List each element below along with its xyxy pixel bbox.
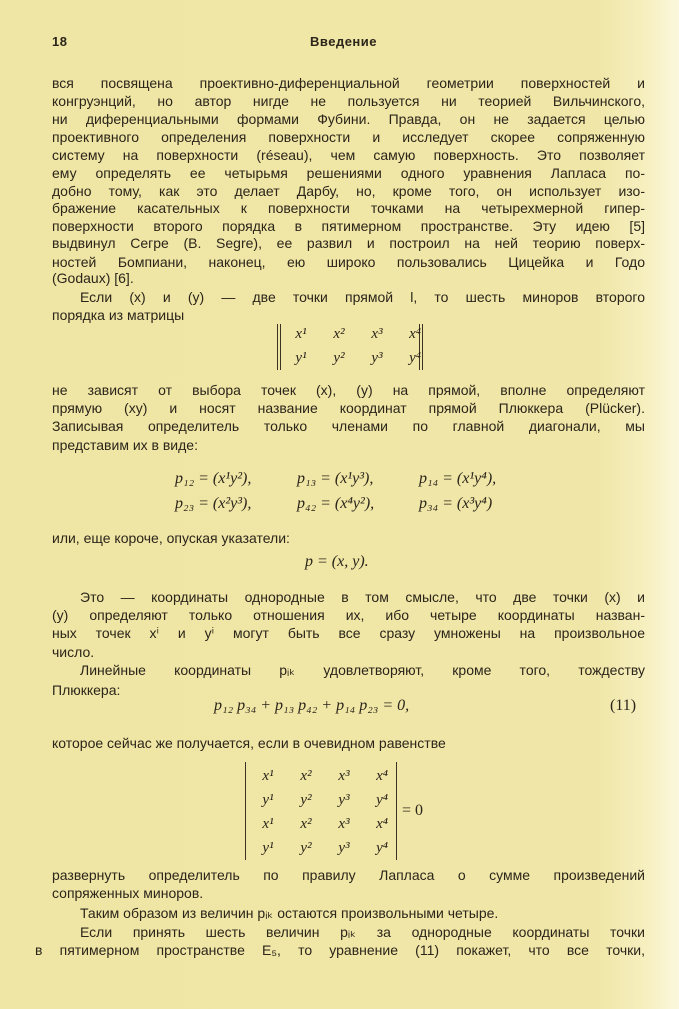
text-line: Записывая определитель только членами по главной диагонали, мы	[52, 418, 645, 434]
matrix-row	[249, 812, 401, 836]
matrix-cell: x²	[300, 767, 312, 784]
text-line: поверхности второго порядка в пятимерном пространстве. Эту идею [5]	[52, 218, 645, 234]
text-line: сопряженных миноров.	[52, 885, 204, 901]
formula-p12: p₁₂ = (x¹y²),	[175, 470, 252, 487]
matrix-cell: x¹	[262, 767, 274, 784]
matrix-cell: y¹	[262, 791, 274, 808]
text-line: порядка из матрицы	[52, 307, 185, 323]
matrix-cell: x⁴	[376, 767, 388, 784]
text-line: число.	[52, 644, 95, 660]
matrix-cell: y⁴	[376, 839, 388, 856]
text-line: (y) определяют только отношения их, ибо четыре координаты назван-	[52, 607, 645, 623]
text-line: (Godaux) [6].	[52, 270, 134, 286]
text-line: вся посвящена проективно-диференциальной геометрии поверхностей и	[52, 75, 645, 91]
matrix-cell: x⁴	[409, 325, 421, 342]
equation-number: (11)	[610, 697, 637, 714]
page-number: 18	[52, 34, 68, 49]
text-line: Линейные координаты pᵢₖ удовлетворяют, кроме того, тождеству	[80, 662, 645, 678]
text-line: конгруэнций, но автор нигде не пользуется ни теорией Вильчинского,	[52, 93, 645, 109]
matrix-cell: y²	[300, 839, 312, 856]
matrix-cell: y³	[371, 349, 383, 366]
formula-p14: p₁₄ = (x¹y⁴),	[419, 470, 497, 487]
matrix-row	[282, 346, 434, 370]
text-line: представим их в виде:	[52, 437, 198, 453]
text-line: развернуть определитель по правилу Лапласа о сумме произведений	[52, 867, 645, 883]
matrix-cell: y³	[338, 791, 350, 808]
text-line: систему на поверхности (réseau), чем самую поверхность. Это позволяет	[52, 147, 645, 163]
text-line: проективного определения поверхности и исследует скорее сопряженную	[52, 129, 645, 145]
matrix-row	[249, 788, 401, 812]
matrix-cell: y²	[333, 349, 345, 366]
text-line: ных точек xⁱ и yⁱ могут быть все сразу умножены на произвольное	[52, 625, 645, 641]
matrix-row	[249, 836, 401, 860]
matrix-cell: x³	[338, 767, 350, 784]
text-line: в пятимерном пространстве E₅, то уравнение (11) покажет, что все точки,	[35, 942, 645, 958]
text-line: ни диференциальными формами Фубини. Правда, он не задается целью	[52, 111, 645, 127]
text-line: не зависят от выбора точек (x), (y) на прямой, вполне определяют	[52, 382, 645, 398]
text-line: Это — координаты однородные в том смысле, что две точки (x) и	[80, 589, 645, 605]
matrix-cell: y⁴	[376, 791, 388, 808]
matrix-cell: y²	[300, 791, 312, 808]
formula-p42: p₄₂ = (x⁴y²),	[297, 495, 375, 512]
matrix-cell: y³	[338, 839, 350, 856]
matrix-cell: x⁴	[376, 815, 388, 832]
text-line: или, еще короче, опуская указатели:	[52, 530, 290, 546]
text-line: ему определять ее четырьмя решениями одного уравнения Лапласа по-	[52, 165, 645, 181]
text-line: добно тому, как это делает Дарбу, но, кроме того, он использует изо-	[52, 183, 645, 199]
matrix-cell: x³	[371, 325, 383, 342]
matrix-cell: x¹	[262, 815, 274, 832]
matrix-row	[282, 322, 434, 346]
matrix-cell: x²	[333, 325, 345, 342]
matrix-cell: x¹	[295, 325, 307, 342]
short-form-formula: p = (x, y).	[305, 553, 369, 570]
matrix-cell: y⁴	[409, 349, 421, 366]
text-line: ностей Бомпиани, наконец, ею широко пользовались Цицейка и Годо	[52, 254, 645, 270]
text-line: бражение касательных к поверхности точками на четырехмерной гипер-	[52, 200, 645, 216]
matrix-cell: x³	[338, 815, 350, 832]
text-line: Таким образом из величин pᵢₖ остаются произвольными четыре.	[80, 905, 499, 921]
formula-p23: p₂₃ = (x²y³),	[175, 495, 252, 512]
running-title: Введение	[310, 34, 377, 49]
matrix-cell: y¹	[295, 349, 307, 366]
text-line: которое сейчас же получается, если в очевидном равенстве	[52, 735, 446, 751]
text-line: прямую (xy) и носят название координат прямой Плюккера (Plücker).	[52, 400, 645, 416]
text-line: выдвинул Сегре (B. Segre), ее развил и построил на ней теорию поверх-	[52, 235, 645, 251]
formula-p34: p₃₄ = (x³y⁴)	[419, 495, 493, 512]
matrix-cell: y¹	[262, 839, 274, 856]
plucker-identity: p₁₂ p₃₄ + p₁₃ p₄₂ + p₁₄ p₂₃ = 0,	[214, 697, 410, 714]
matrix-cell: x²	[300, 815, 312, 832]
text-line: Если принять шесть величин pᵢₖ за однородные координаты точки	[80, 924, 645, 940]
formula-p13: p₁₃ = (x¹y³),	[297, 470, 374, 487]
text-line: Плюккера:	[52, 682, 121, 698]
text-line: Если (x) и (y) — две точки прямой l, то шесть миноров второго	[80, 289, 645, 305]
matrix-row	[249, 764, 401, 788]
determinant-equals-zero: = 0	[402, 802, 424, 819]
